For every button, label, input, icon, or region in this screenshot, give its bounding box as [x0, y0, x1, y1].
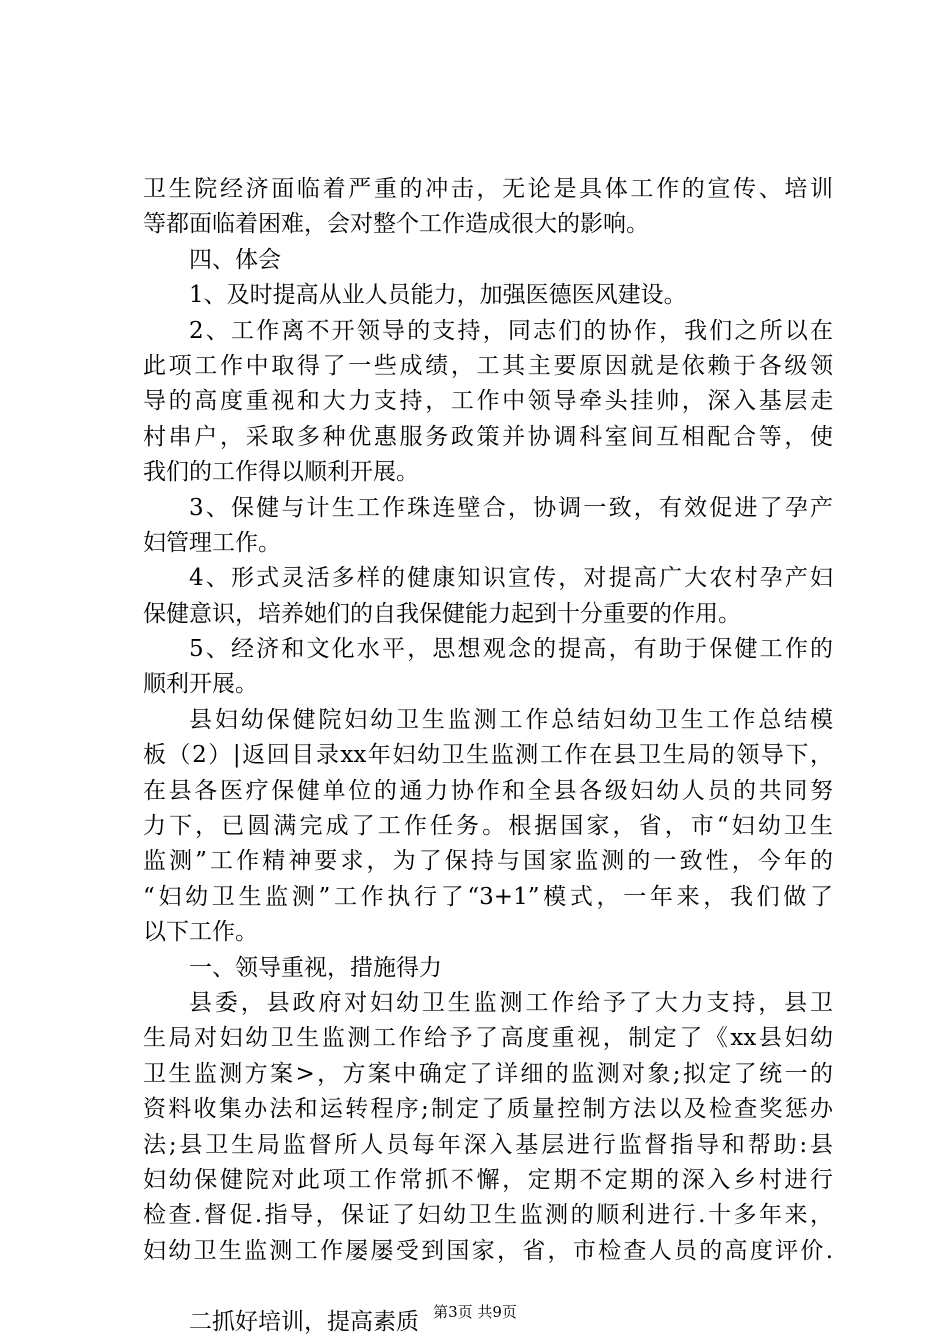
paragraph-line: 板（2）|返回目录xx年妇幼卫生监测工作在县卫生局的领导下， — [143, 742, 833, 769]
paragraph-line: 保健意识，培养她们的自我保健能力起到十分重要的作用。 — [143, 600, 741, 627]
paragraph-line: 生局对妇幼卫生监测工作给予了高度重视，制定了《xx县妇幼 — [143, 1025, 833, 1052]
list-item: 4、形式灵活多样的健康知识宣传，对提高广大农村孕产妇 — [189, 565, 833, 592]
paragraph-line: 县委，县政府对妇幼卫生监测工作给予了大力支持，县卫 — [189, 989, 833, 1016]
paragraph-line: 法;县卫生局监督所人员每年深入基层进行监督指导和帮助:县 — [143, 1131, 833, 1158]
paragraph-line: 此项工作中取得了一些成绩，工其主要原因就是依赖于各级领 — [143, 352, 833, 379]
paragraph-line: 资料收集办法和运转程序;制定了质量控制方法以及检查奖惩办 — [143, 1096, 833, 1123]
paragraph-line: 我们的工作得以顺利开展。 — [143, 459, 419, 486]
paragraph-line: 等都面临着困难，会对整个工作造成很大的影响。 — [143, 211, 649, 238]
section-heading: 四、体会 — [189, 246, 281, 273]
paragraph-line: 以下工作。 — [143, 919, 258, 946]
paragraph-line: 顺利开展。 — [143, 671, 258, 698]
paragraph-line: 检查.督促.指导，保证了妇幼卫生监测的顺利进行.十多年来， — [143, 1202, 833, 1229]
paragraph-line: 卫生院经济面临着严重的冲击，无论是具体工作的宣传、培训 — [143, 176, 833, 202]
paragraph-line: 监测”工作精神要求，为了保持与国家监测的一致性，今年的 — [143, 848, 833, 875]
paragraph-line: 县妇幼保健院妇幼卫生监测工作总结妇幼卫生工作总结模 — [189, 706, 833, 733]
list-item: 2、工作离不开领导的支持，同志们的协作，我们之所以在 — [189, 317, 833, 344]
paragraph-line: 在县各医疗保健单位的通力协作和全县各级妇幼人员的共同努 — [143, 777, 833, 804]
list-item: 5、经济和文化水平，思想观念的提高，有助于保健工作的 — [189, 636, 833, 663]
paragraph-line: 妇管理工作。 — [143, 529, 281, 556]
blank-line — [143, 1269, 833, 1304]
paragraph-line: 妇幼卫生监测工作屡屡受到国家，省，市检查人员的高度评价. — [143, 1237, 833, 1264]
paragraph-line: 卫生监测方案>，方案中确定了详细的监测对象;拟定了统一的 — [143, 1060, 833, 1087]
paragraph-line: 力下，已圆满完成了工作任务。根据国家，省，市“妇幼卫生 — [143, 813, 833, 840]
paragraph-line: 妇幼保健院对此项工作常抓不懈，定期不定期的深入乡村进行 — [143, 1166, 833, 1193]
list-item: 1、及时提高从业人员能力，加强医德医风建设。 — [189, 282, 687, 309]
section-heading: 一、领导重视，措施得力 — [189, 954, 442, 981]
paragraph-line: “妇幼卫生监测”工作执行了“3+1”模式，一年来，我们做了 — [143, 883, 833, 910]
section-heading: 二抓好培训，提高素质 — [189, 1308, 419, 1335]
paragraph-line: 导的高度重视和大力支持，工作中领导牵头挂帅，深入基层走 — [143, 388, 833, 415]
document-body — [143, 172, 833, 1340]
paragraph-line: 村串户，采取多种优惠服务政策并协调科室间互相配合等，使 — [143, 423, 833, 450]
page-number-footer: 第3页 共9页 — [433, 1303, 517, 1321]
list-item: 3、保健与计生工作珠连壁合，协调一致，有效促进了孕产 — [189, 494, 833, 521]
